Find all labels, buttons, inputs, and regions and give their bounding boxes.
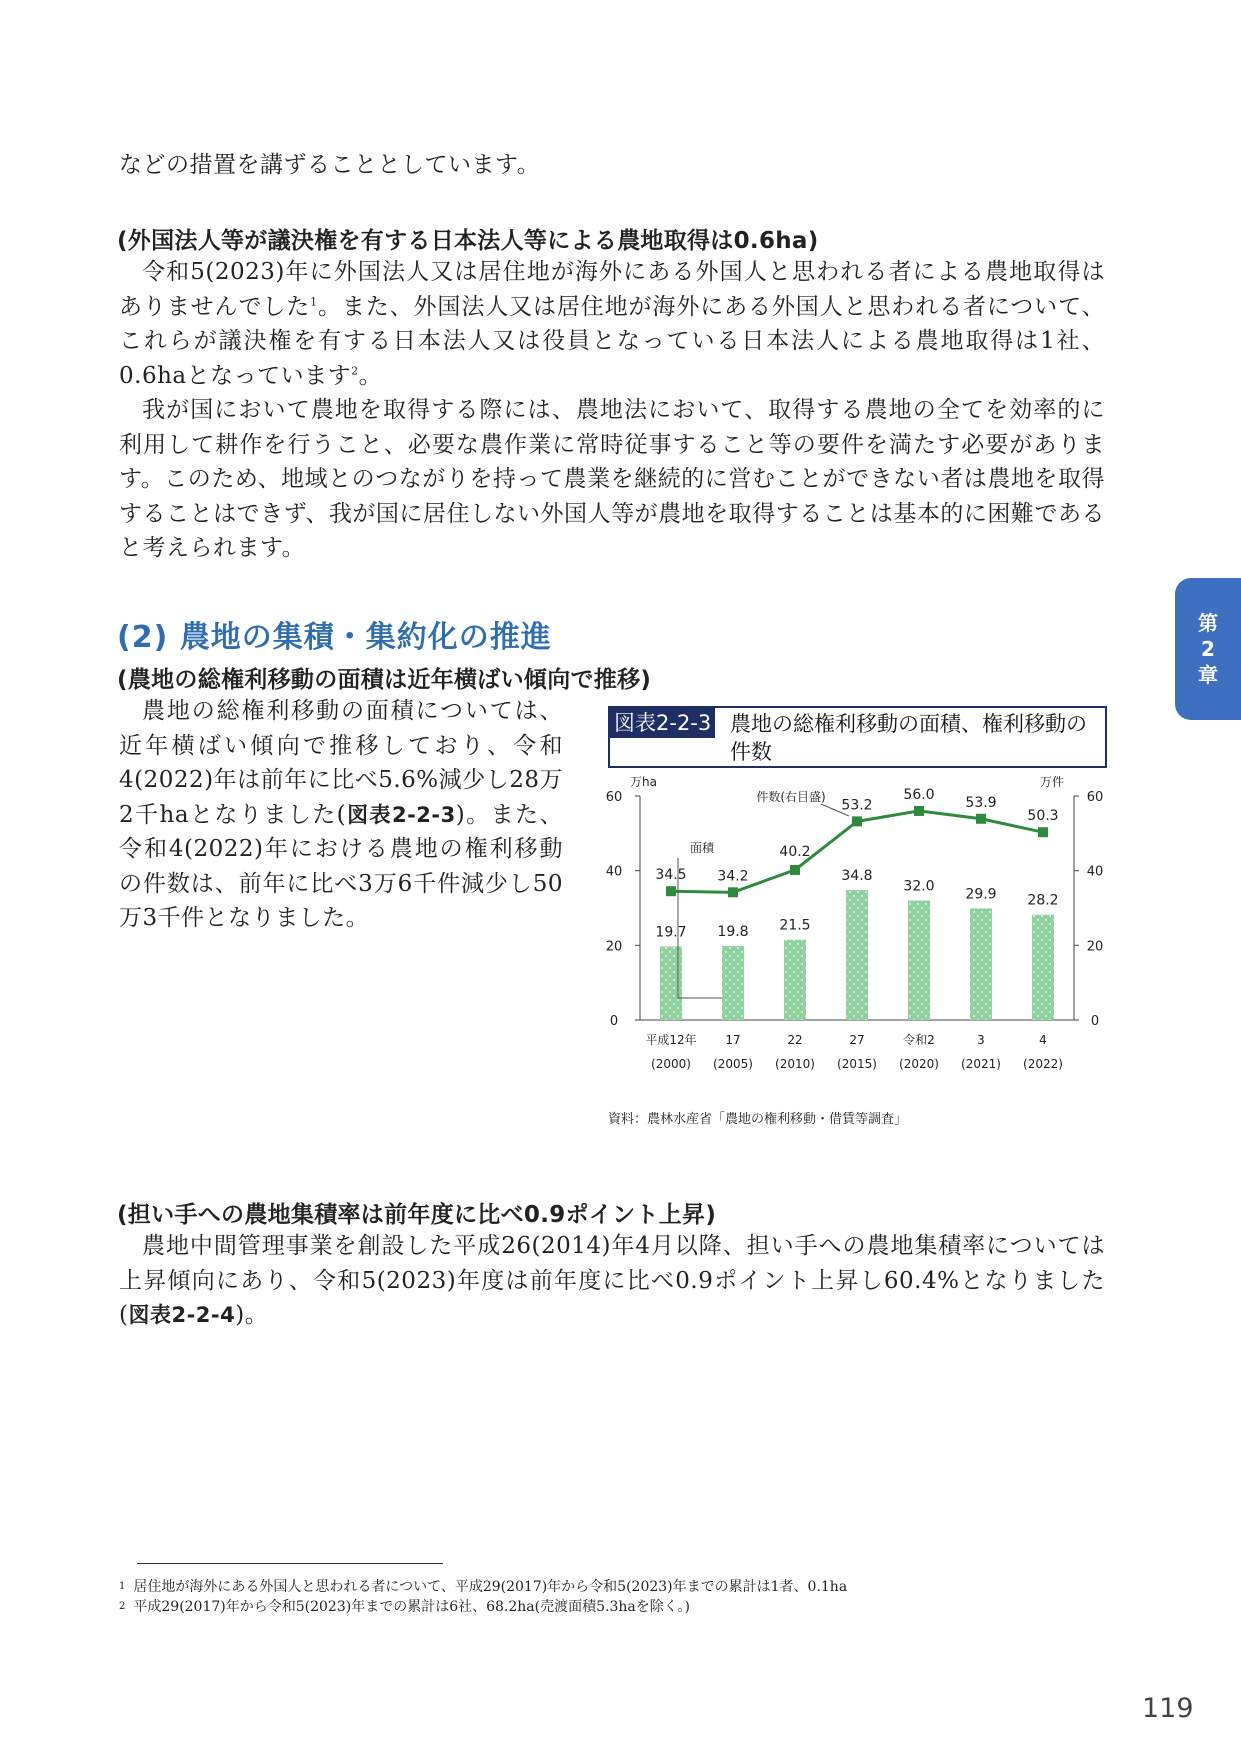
- x-tick-sublabel: (2000): [651, 1057, 691, 1071]
- section-heading-concentration-rate: (担い手への農地集積率は前年度に比べ0.9ポイント上昇): [117, 1202, 717, 1228]
- section-title-consolidation: (2) 農地の集積・集約化の推進: [117, 620, 552, 655]
- figure-ref-2-2-3[interactable]: 図表2-2-3: [346, 802, 456, 827]
- y-tick-label-right: 0: [1090, 1014, 1100, 1029]
- bar-value-label: 32.0: [903, 878, 935, 895]
- para-text: )。また、令和4(2022)年における農地の権利移動の件数は、前年に比べ3万6千件減少し50万3千件となりました。: [119, 801, 563, 931]
- section-heading-foreign-corp: (外国法人等が議決権を有する日本法人等による農地取得は0.6ha): [117, 228, 819, 254]
- footnote-ref-2[interactable]: 2: [351, 363, 359, 377]
- paragraph-rights-transfer: [119, 694, 563, 936]
- para-text: 農地中間管理事業を創設した平成26(2014)年4月以降、担い手への農地集積率については上昇傾向にあり、令和5(2023)年度は前年度に比べ0.9ポイント上昇し60.4%となりました(: [119, 1233, 1105, 1328]
- x-tick-label: 3: [977, 1033, 985, 1047]
- x-tick-sublabel: (2020): [899, 1057, 939, 1071]
- bar-area: [660, 946, 682, 1020]
- footnote-1: [119, 1578, 847, 1596]
- y-axis-label-left: 万ha: [630, 775, 657, 789]
- x-tick-sublabel: (2015): [837, 1057, 877, 1071]
- footnote-number: 1: [119, 1581, 126, 1592]
- x-tick-label: 27: [849, 1033, 865, 1047]
- intro-line: などの措置を講ずることとしています。: [119, 152, 541, 178]
- y-tick-label-left: 20: [605, 939, 623, 955]
- para-text: 。: [358, 362, 383, 389]
- y-tick-label-right: 60: [1086, 790, 1104, 805]
- paragraph-concentration-rate: [119, 1229, 1105, 1333]
- figure-title-box: [608, 706, 1107, 768]
- line-value-label: 53.9: [965, 794, 997, 811]
- bar-series-area: [660, 890, 1054, 1020]
- line-point: [852, 816, 862, 826]
- figure-source: 資料：農林水産省「農地の権利移動・借賃等調査」: [608, 1112, 908, 1127]
- footnote-text: 居住地が海外にある外国人と思われる者について、平成29(2017)年から令和5(2023)年までの累計は1者、0.1ha: [133, 1579, 848, 1595]
- x-tick-sublabel: (2005): [713, 1057, 753, 1071]
- chapter-tab[interactable]: [1175, 578, 1241, 720]
- figure-badge: 図表2-2-3: [610, 708, 715, 738]
- bar-area: [846, 890, 868, 1020]
- bar-value-label: 19.7: [655, 924, 687, 941]
- line-value-label: 50.3: [1027, 808, 1059, 825]
- para-text: 農地の総権利移動の面積については、近年横ばい傾向で推移しており、令和4(2022)年は前年に比べ5.6%減少し28万2千haとなりました(: [119, 698, 563, 828]
- legend-label-count: 件数(右目盛): [756, 790, 826, 804]
- y-tick-label-left: 40: [605, 864, 623, 880]
- line-point: [914, 806, 924, 816]
- footnote-number: 2: [119, 1601, 126, 1612]
- x-tick-sublabel: (2010): [775, 1057, 815, 1071]
- line-value-label: 34.2: [717, 868, 749, 885]
- y-tick-label-right: 40: [1086, 864, 1104, 880]
- x-tick-label: 令和2: [903, 1033, 935, 1047]
- bar-area: [908, 901, 930, 1020]
- bar-value-label: 19.8: [717, 924, 749, 941]
- bar-value-label: 21.5: [779, 917, 811, 934]
- line-point: [976, 814, 986, 824]
- legend-label-area: 面積: [689, 841, 715, 855]
- section-heading-rights-transfer: (農地の総権利移動の面積は近年横ばい傾向で推移): [117, 667, 652, 693]
- paragraph-acquisition-requirements: 我が国において農地を取得する際には、農地法において、取得する農地の全てを効率的に利用して耕作を行うこと、必要な農作業に常時従事すること等の要件を満たす必要があります。このため、地域とのつながりを持って農業を継続的に営むことができない者は農地を取得することはできず、我が国に居住しない外国人等が農地を取得することは基本的に困難であると考えられます。: [119, 397, 1105, 561]
- x-tick-label: 平成12年: [645, 1033, 697, 1047]
- rights-transfer-chart: [600, 770, 1110, 1080]
- bar-area: [1032, 915, 1054, 1020]
- y-tick-label-right: 20: [1086, 939, 1104, 955]
- x-tick-label: 22: [787, 1033, 803, 1047]
- footnote-divider: [137, 1563, 443, 1564]
- bar-area: [784, 940, 806, 1020]
- figure-ref-2-2-4[interactable]: 図表2-2-4: [128, 1303, 236, 1327]
- bar-area: [970, 908, 992, 1020]
- x-tick-label: 17: [725, 1033, 741, 1047]
- bar-value-label: 28.2: [1027, 892, 1059, 909]
- paragraph-foreign-acquisition: [119, 255, 1105, 393]
- footnote-text: 平成29(2017)年から令和5(2023)年までの累計は6社、68.2ha(売渡面積5.3haを除く。): [133, 1599, 690, 1615]
- footnote-ref-1[interactable]: 1: [310, 294, 318, 308]
- chapter-tab-char: 第: [1198, 611, 1218, 635]
- bar-value-label: 29.9: [965, 886, 997, 903]
- line-point: [666, 886, 676, 896]
- para-text: 。また、外国法人又は居住地が海外にある外国人と思われる者について、これらが議決権を有する日本法人又は役員となっている日本法人による農地取得は1社、0.6haとなっています: [119, 293, 1105, 389]
- line-value-label: 53.2: [841, 797, 873, 814]
- y-tick-label-left: 60: [605, 790, 623, 805]
- x-tick-sublabel: (2021): [961, 1057, 1001, 1071]
- footnote-2: [119, 1598, 690, 1616]
- line-value-label: 34.5: [655, 867, 687, 884]
- x-tick-label: 4: [1039, 1033, 1047, 1047]
- para-text: 令和5(2023)年に外国法人又は居住地が海外にある外国人と思われる者による農地取得はありませんでした: [119, 259, 1105, 320]
- bar-area: [722, 946, 744, 1020]
- line-value-label: 56.0: [903, 786, 935, 803]
- y-axis-label-right: 万件: [1039, 775, 1064, 789]
- x-tick-sublabel: (2022): [1023, 1057, 1063, 1071]
- para-text: )。: [235, 1302, 269, 1328]
- line-value-label: 40.2: [779, 843, 811, 860]
- line-point: [728, 887, 738, 897]
- chapter-tab-char: 章: [1198, 663, 1218, 687]
- bar-value-label: 34.8: [841, 868, 873, 885]
- y-tick-label-left: 0: [609, 1014, 619, 1029]
- page-number: 119: [1142, 1693, 1194, 1724]
- line-point: [1038, 827, 1048, 837]
- figure-title: 農地の総権利移動の面積、権利移動の件数: [730, 712, 1087, 764]
- chapter-tab-number: 2: [1201, 637, 1215, 661]
- line-point: [790, 865, 800, 875]
